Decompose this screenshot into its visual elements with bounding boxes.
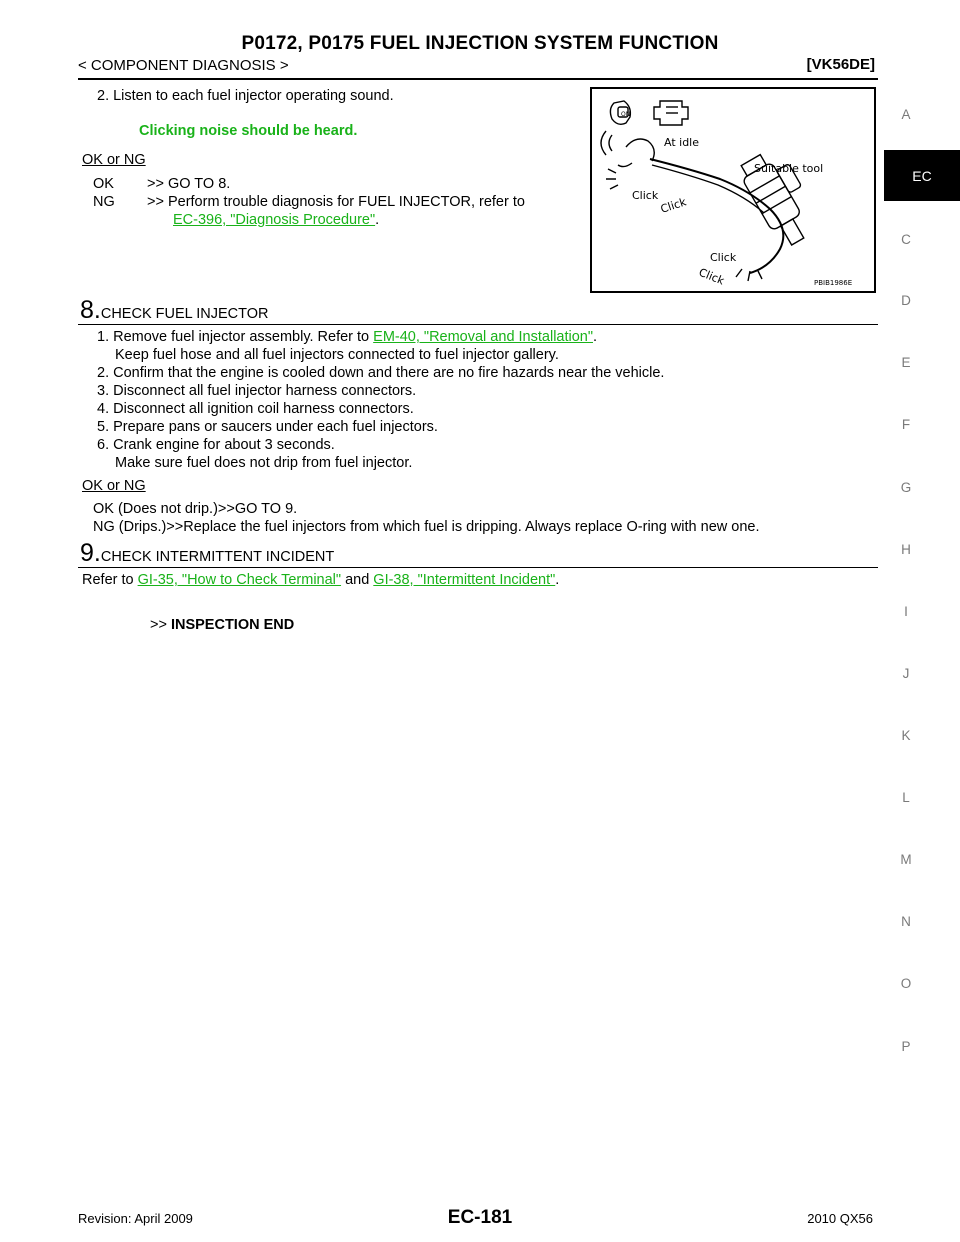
step7-item2: 2. Listen to each fuel injector operating sound. [97,88,394,104]
side-index-m[interactable]: M [900,852,912,867]
step9-refer-line [82,571,559,589]
step8-rule [78,324,878,325]
step8-title: CHECK FUEL INJECTOR [100,306,269,322]
side-index-k[interactable]: K [901,728,911,743]
step7-ok-label: OK [93,176,114,192]
side-index-f[interactable]: F [901,417,911,432]
step7-ng-label: NG [93,194,115,210]
suitable-tool-label: Suitable tool [754,162,824,175]
injector-figure [590,87,876,293]
click-label-1: Click [632,189,659,202]
side-index-j[interactable]: J [902,666,910,681]
side-index-n[interactable]: N [901,914,911,929]
page-title: P0172, P0175 FUEL INJECTION SYSTEM FUNCTION [241,33,719,54]
header-rule [78,78,878,80]
fuel-injector-illustration [592,89,874,291]
step8-item1-end: . [593,329,598,345]
step8-item3: 3. Disconnect all fuel injector harness connectors. [97,383,417,399]
step8-item1 [97,328,597,346]
side-index-l[interactable]: L [902,790,910,805]
step8-ng-text: NG (Drips.)>>Replace the fuel injectors from which fuel is dripping. Always replace O-ring with new one. [93,519,760,535]
at-idle-label: At idle [664,136,700,149]
step7-ng-link-line [173,211,379,229]
figure-code: PBIB1986E [814,279,853,287]
side-index-i[interactable]: I [904,604,908,619]
section-label: < COMPONENT DIAGNOSIS > [78,57,289,74]
inspection-end-line [150,616,294,634]
ignition-on-label: ON [621,111,631,118]
step8-item4: 4. Disconnect all ignition coil harness connectors. [97,401,414,417]
step8-item2: 2. Confirm that the engine is cooled down and there are no fire hazards near the vehicle. [97,365,665,381]
removal-installation-link[interactable]: EM-40, "Removal and Installation" [373,329,593,345]
step8-item5: 5. Prepare pans or saucers under each fuel injectors. [97,419,438,435]
page-number: EC-181 [447,1207,513,1228]
step9-number: 9. [80,539,101,567]
intermittent-incident-link[interactable]: GI-38, "Intermittent Incident" [373,572,556,588]
click-label-2: Click [658,195,688,216]
step7-ng-text: >> Perform trouble diagnosis for FUEL INJECTOR, refer to [147,194,525,210]
side-index-ec-active[interactable]: EC [884,150,960,201]
side-index-d[interactable]: D [901,293,911,308]
side-index-g[interactable]: G [900,480,912,495]
step9-heading [80,541,334,566]
inspection-end-label: INSPECTION END [170,617,295,633]
step8-ok-or-ng: OK or NG [82,478,146,494]
step8-heading [80,298,268,323]
step7-ng-end: . [375,212,380,228]
step7-ok-text: >> GO TO 8. [147,176,231,192]
step8-ok-text: OK (Does not drip.)>>GO TO 9. [93,501,298,517]
step8-item1-text: 1. Remove fuel injector assembly. Refer to [97,329,374,345]
side-index-o[interactable]: O [900,976,912,991]
side-index-h[interactable]: H [901,542,911,557]
step9-and-text: and [341,572,374,588]
step8-item6-sub: Make sure fuel does not drip from fuel injector. [115,455,413,471]
step9-rule [78,567,878,568]
step9-end: . [555,572,560,588]
step9-title: CHECK INTERMITTENT INCIDENT [100,549,335,565]
step8-item1-sub: Keep fuel hose and all fuel injectors connected to fuel injector gallery. [115,347,559,363]
footer-revision: Revision: April 2009 [78,1211,193,1226]
click-label-4: Click [696,265,727,288]
step7-expectation: Clicking noise should be heard. [139,123,358,139]
side-index-c[interactable]: C [901,232,911,247]
step7-ok-or-ng: OK or NG [82,152,146,168]
diagnosis-procedure-link[interactable]: EC-396, "Diagnosis Procedure" [173,212,376,228]
engine-label: [VK56DE] [806,56,875,73]
side-index-p[interactable]: P [901,1039,911,1054]
check-terminal-link[interactable]: GI-35, "How to Check Terminal" [137,572,342,588]
side-index-a[interactable]: A [901,107,911,122]
inspection-arrow: >> [150,617,167,633]
step8-number: 8. [80,296,101,324]
click-label-3: Click [710,251,737,264]
side-index-e[interactable]: E [901,355,911,370]
footer-model: 2010 QX56 [807,1211,873,1226]
step8-item6: 6. Crank engine for about 3 seconds. [97,437,335,453]
step9-refer-text: Refer to [82,572,138,588]
